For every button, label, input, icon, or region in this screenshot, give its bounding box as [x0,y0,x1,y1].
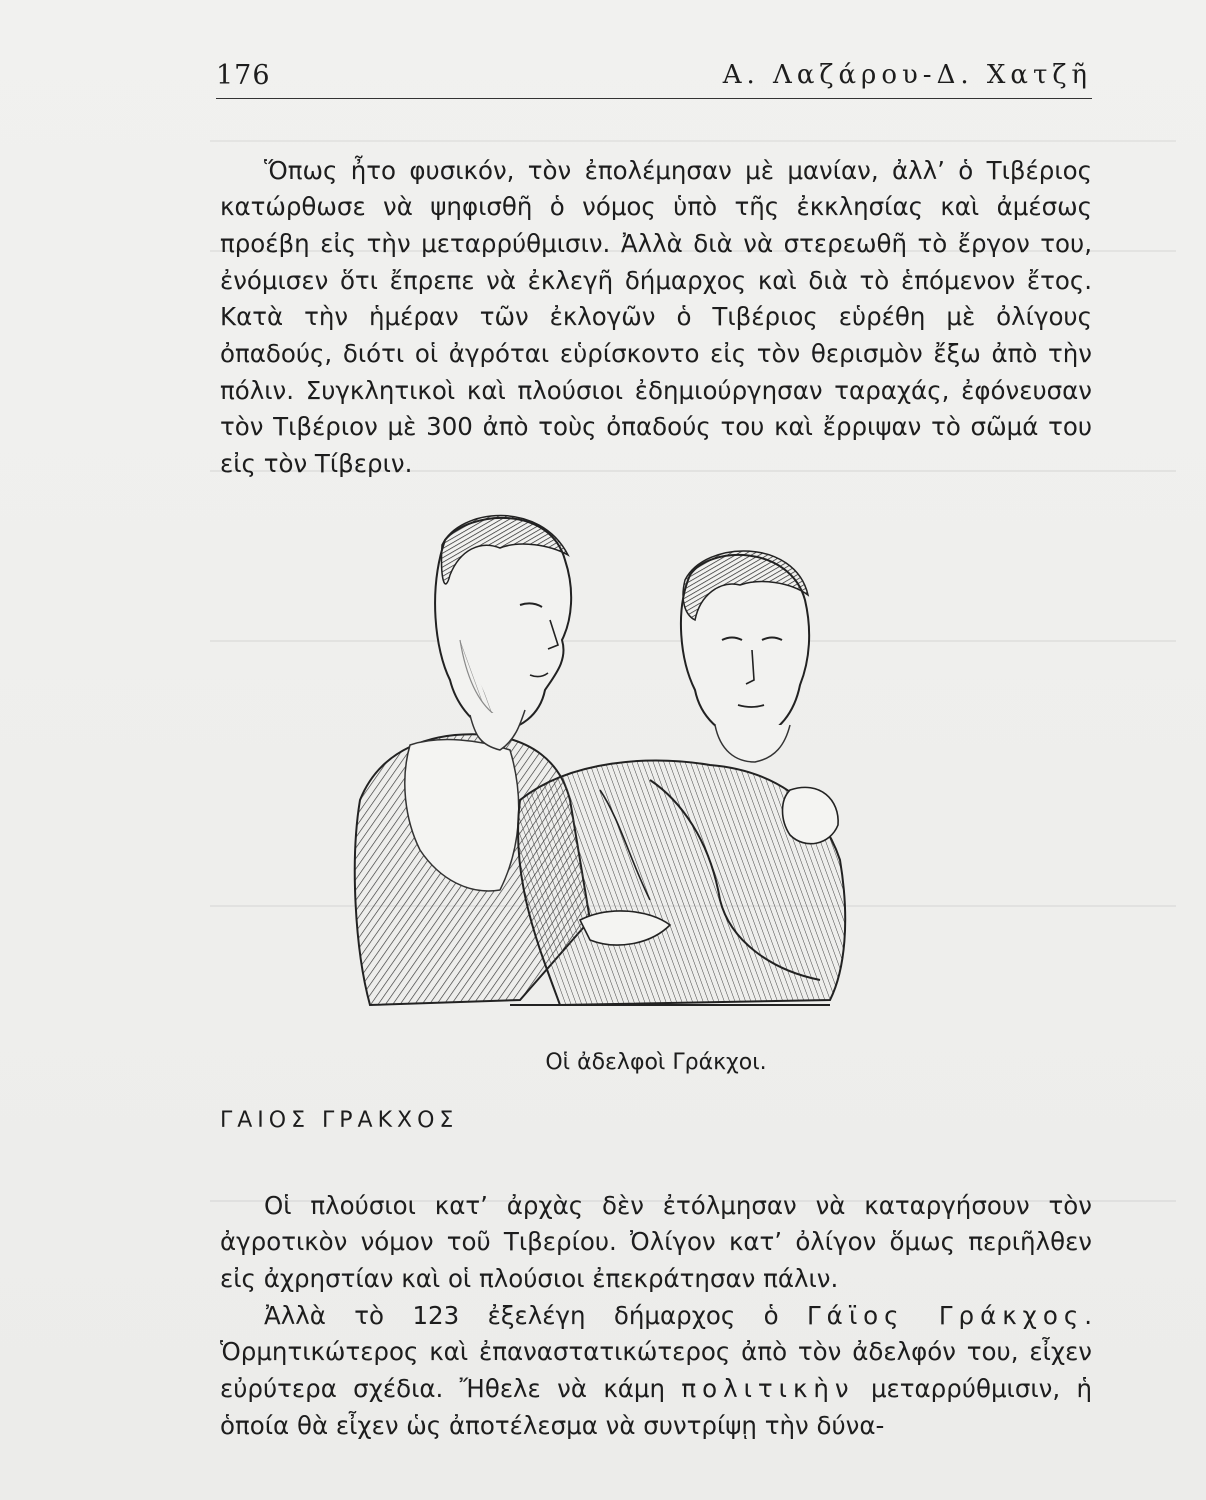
section-heading: ΓΑΙΟΣ ΓΡΑΚΧΟΣ [220,1108,459,1133]
running-head: Α. Λαζάρου-Δ. Χατζῆ [722,60,1092,90]
paragraph-tiberius-death: Ὅπως ἦτο φυσικόν, τὸν ἐπολέμησαν μὲ μανίαν, ἀλλ’ ὁ Τιβέριος κατώρθωσε νὰ ψηφισθῆ ὁ νόμος ὑπὸ τῆς ἐκκλησίας καὶ ἀμέσως προέβη εἰς τὴν μεταρρύθμισιν. Ἀλλὰ διὰ νὰ στερεωθῆ τὸ ἔργον του, ἐνόμισεν ὅτι ἔπρεπε νὰ ἐκλεγῆ δήμαρχος καὶ διὰ τὸ ἑπόμενον ἔτος. Κατὰ τὴν ἡμέραν τῶν ἐκλογῶν ὁ Τιβέριος εὑρέθη μὲ ὀλίγους ὀπαδούς, διότι οἱ ἀγρόται εὑρίσκοντο εἰς τὸν θερισμὸν ἔξω ἀπὸ τὴν πόλιν. Συγκλητικοὶ καὶ πλούσιοι ἐδημιούργησαν ταραχάς, ἐφόνευσαν τὸν Τιβέριον μὲ 300 ἀπὸ τοὺς ὀπαδούς του καὶ ἔρριψαν τὸ σῶμά του εἰς τὸν Τίβεριν. [220,155,1092,479]
gracchi-busts-engraving [350,500,930,1045]
text-segment: . Ὁρμητικώτερος καὶ ἐπαναστατικώτερος ἀπὸ τὸν ἀδελφόν του, εἶχεν εὐρύτερα σχέδια. Ἤθελε νὰ κάμη [220,1300,1092,1403]
header-rule [216,98,1092,99]
text-segment: μεταρρύθμισιν, ἡ ὁποία θὰ εἶχεν ὡς ἀποτέλεσμα νὰ συντρίψῃ τὴν δύνα- [220,1373,1092,1440]
page-header [216,60,1092,100]
gracchi-brothers-illustration [350,500,930,1045]
emphasized-term: πολιτικὴν [681,1373,855,1403]
emphasized-name: Γάϊος Γράκχος [807,1300,1085,1330]
paragraph-gaius-election [220,1298,1092,1445]
paragraph-rich-resistance: Οἱ πλούσιοι κατ’ ἀρχὰς δὲν ἐτόλμησαν νὰ καταργήσουν τὸν ἀγροτικὸν νόμον τοῦ Τιβερίου. Ὀλίγον κατ’ ὀλίγον ὅμως περιῆλθεν εἰς ἀχρηστίαν καὶ οἱ πλούσιοι ἐπεκράτησαν πάλιν. [220,1190,1092,1293]
page-number: 176 [216,60,271,91]
show-through-line [210,140,1176,142]
text-segment: Ἀλλὰ τὸ 123 ἐξελέγη δήμαρχος ὁ [264,1300,808,1330]
figure-caption: Οἱ ἀδελφοὶ Γράκχοι. [545,1050,767,1075]
